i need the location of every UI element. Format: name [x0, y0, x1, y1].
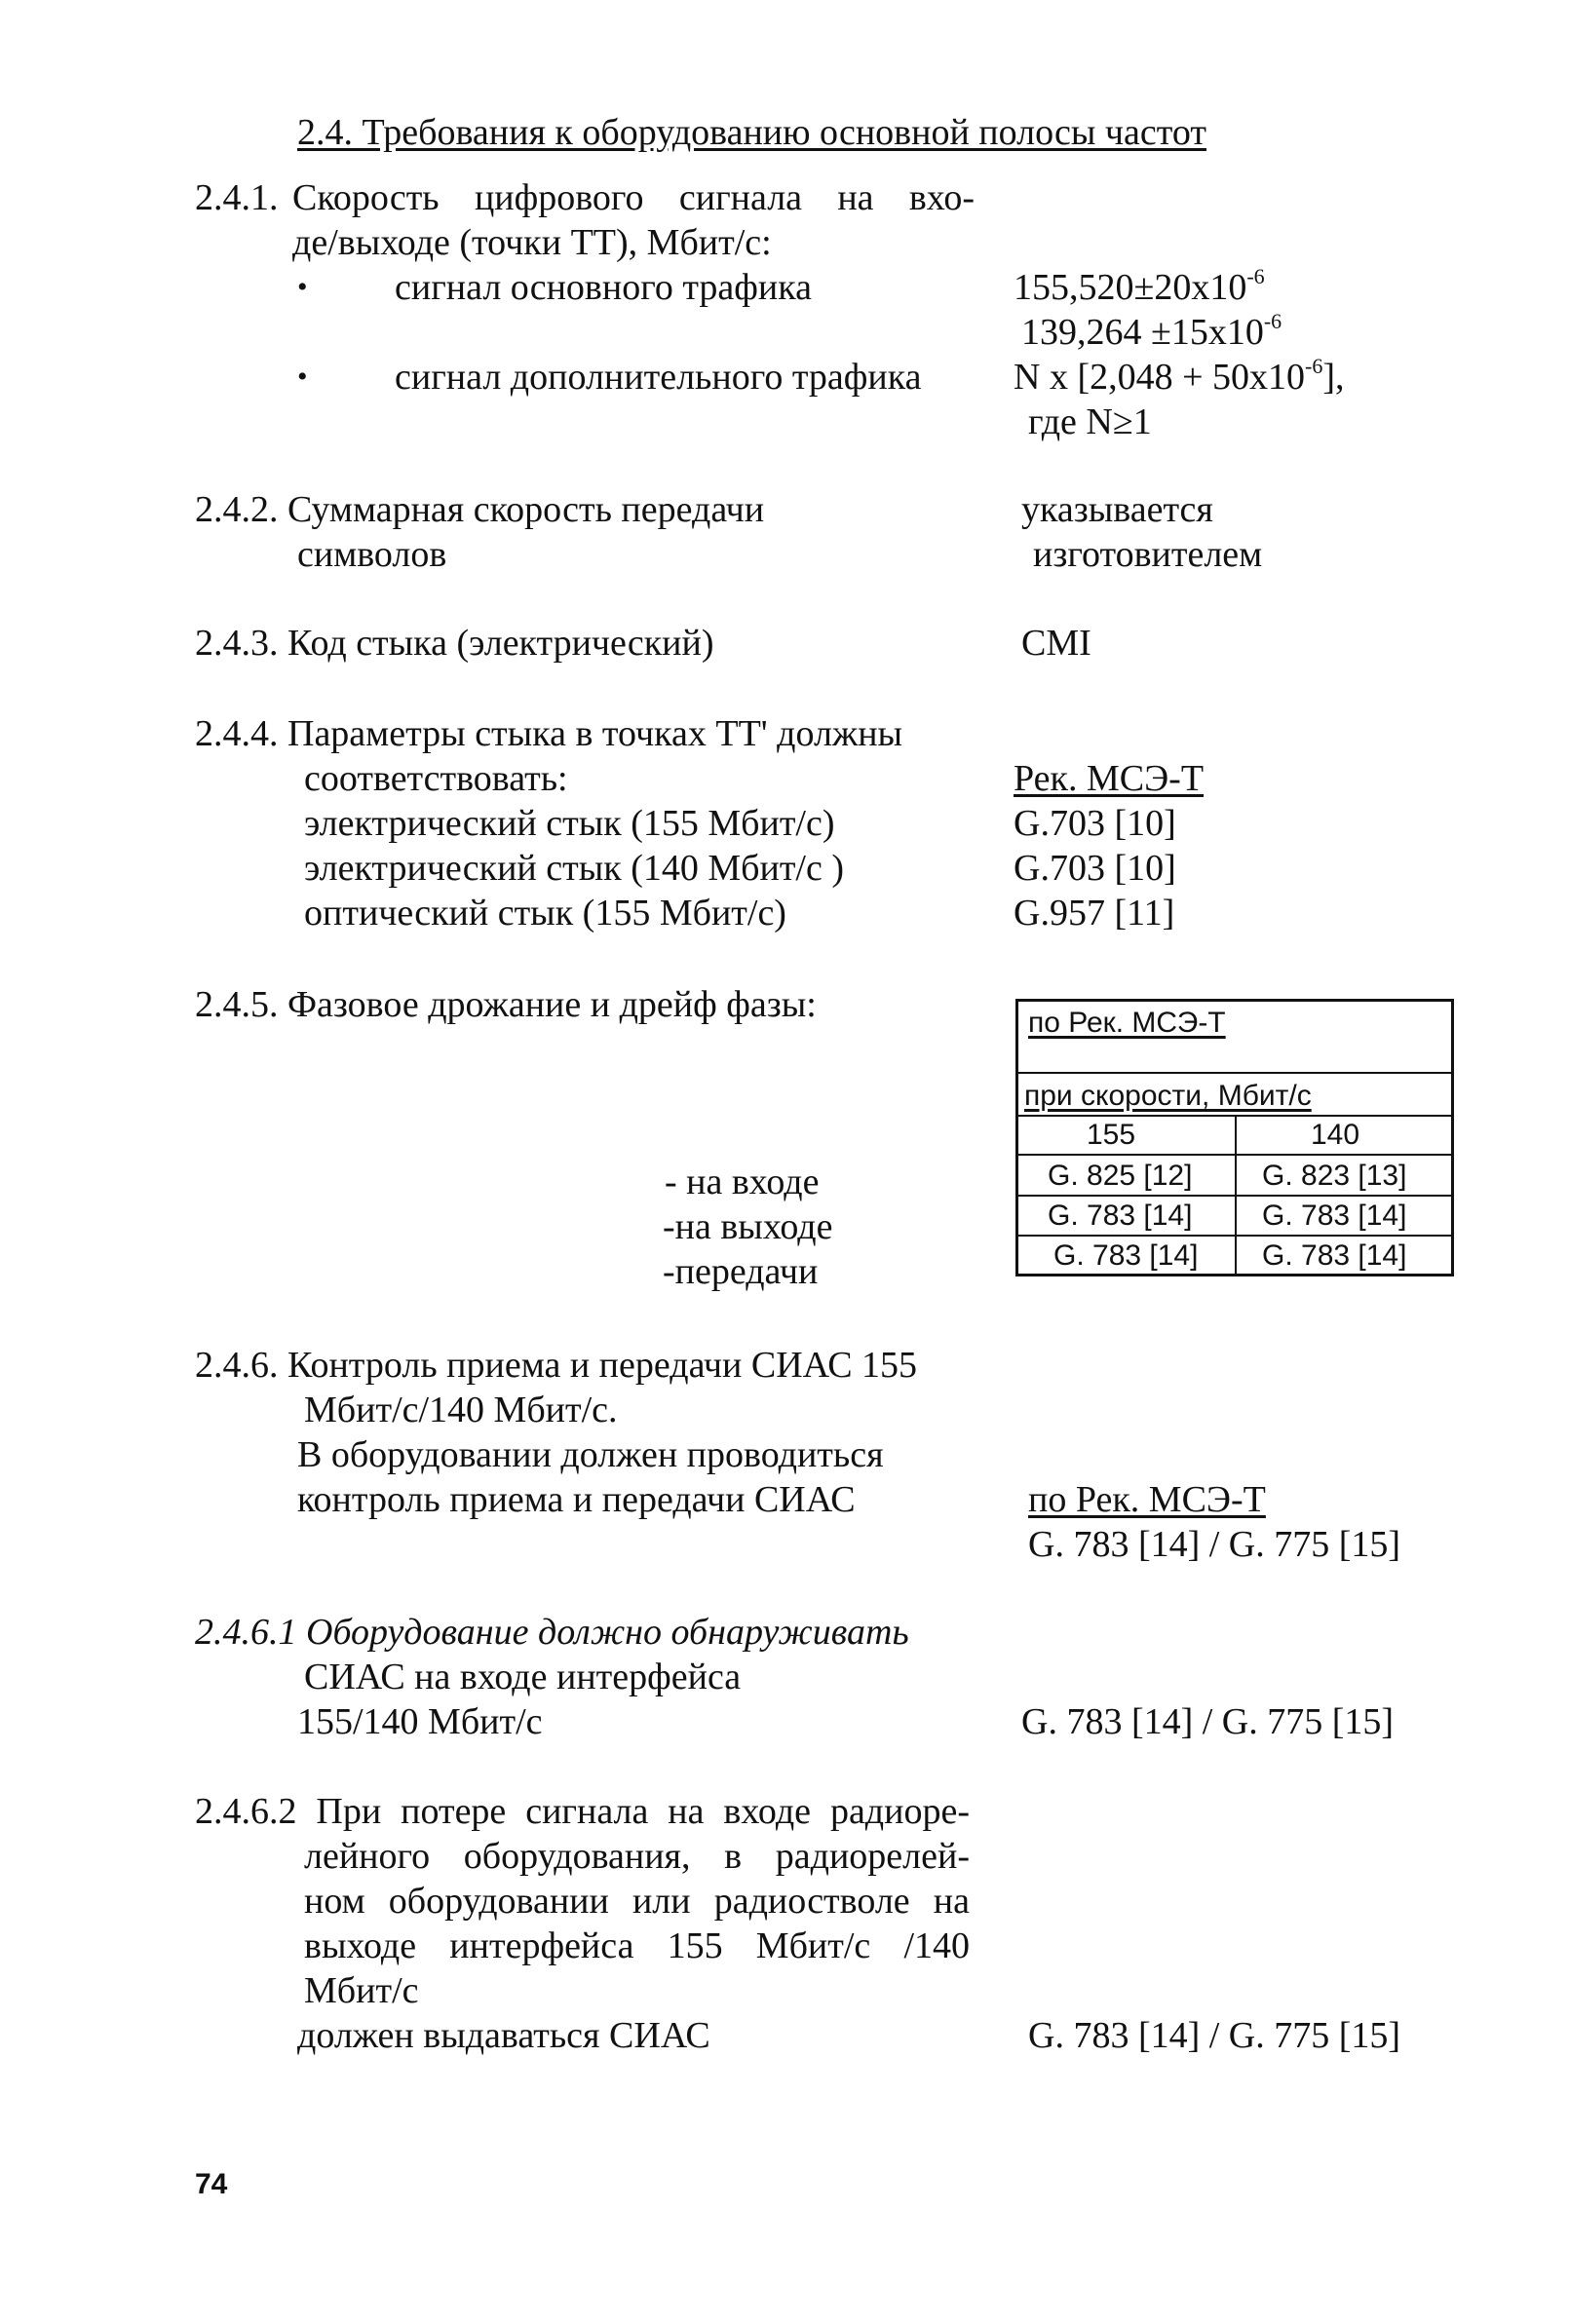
s2462-line4: выходе интерфейса 155 Мбит/с /140: [304, 1925, 970, 1966]
s242-value2: изготовителем: [1033, 534, 1263, 575]
s245-text: 2.4.5. Фазовое дрожание и дрейф фазы:: [195, 984, 817, 1025]
s2462-line2: лейного оборудования, в радиорелей-: [304, 1836, 970, 1877]
s245-row2: -на выходе: [663, 1206, 833, 1247]
table-title: по Рек. МСЭ-Т: [1028, 1007, 1226, 1039]
table-rule: [1018, 1072, 1451, 1074]
s244-line1: 2.4.4. Параметры стыка в точках ТТ' должны: [195, 713, 903, 754]
s242-line2: символов: [297, 534, 447, 575]
s246-value1: по Рек. МСЭ-Т: [1028, 1479, 1266, 1520]
s2461-line2: СИАС на входе интерфейса: [304, 1657, 742, 1697]
s242-value1: указывается: [1021, 489, 1213, 530]
s241-number: 2.4.1.: [195, 177, 279, 218]
section-heading: 2.4. Требования к оборудованию основной полосы частот: [297, 112, 1206, 153]
s241-value2b: где N≥1: [1028, 401, 1152, 442]
bullet-1: •: [297, 271, 308, 303]
s242-line1: 2.4.2. Суммарная скорость передачи: [195, 489, 765, 530]
s2462-line6: должен выдаваться СИАС: [297, 2015, 710, 2056]
s244-value4: G.957 [11]: [1014, 893, 1175, 933]
table-cell: G. 783 [14]: [1053, 1239, 1199, 1272]
s2462-value: G. 783 [14] / G. 775 [15]: [1028, 2015, 1401, 2056]
s241-value1b: $139,264 \pm 15x10^{-6}$: [1021, 309, 1282, 353]
s246-line3: В оборудовании должен проводиться: [297, 1434, 884, 1475]
s245-row1: - на входе: [665, 1162, 820, 1202]
s244-line5: оптический стык (155 Мбит/с): [304, 893, 786, 933]
s2462-line1: 2.4.6.2 При потере сигнала на входе радиоре-: [195, 1791, 970, 1832]
s246-value2: G. 783 [14] / G. 775 [15]: [1028, 1524, 1401, 1565]
s2462-line5: Мбит/с: [304, 1970, 419, 2011]
s244-value3: G.703 [10]: [1014, 848, 1176, 889]
jitter-table: [1015, 999, 1454, 1276]
s241-line2: де/выходе (точки ТТ), Мбит/с:: [292, 222, 772, 263]
s2461-value: G. 783 [14] / G. 775 [15]: [1021, 1701, 1395, 1742]
s2461-line3: 155/140 Мбит/с: [297, 1701, 543, 1742]
s243-text: 2.4.3. Код стыка (электрический): [195, 623, 714, 664]
s241-value1a: $155,520\pm 20x10^{-6}$: [1014, 264, 1265, 308]
table-cell: G. 823 [13]: [1262, 1160, 1407, 1192]
table-subtitle: при скорости, Мбит/с: [1024, 1080, 1312, 1112]
table-col-155: 155: [1087, 1119, 1136, 1151]
table-cell: G. 783 [14]: [1262, 1200, 1407, 1232]
s246-line2: Мбит/с/140 Мбит/с.: [304, 1390, 618, 1430]
s241-item2: сигнал дополнительного трафика: [395, 357, 922, 398]
table-cell: G. 783 [14]: [1048, 1200, 1193, 1232]
table-rule: [1018, 1235, 1451, 1237]
s243-value: CMI: [1021, 623, 1091, 664]
s245-row3: -передачи: [663, 1251, 819, 1292]
s244-line4: электрический стык (140 Мбит/с ): [304, 848, 845, 889]
table-rule: [1018, 1154, 1451, 1156]
s244-value2: G.703 [10]: [1014, 803, 1176, 844]
s241-line1: Скорость цифрового сигнала на вхо-: [292, 177, 975, 218]
table-rule: [1018, 1195, 1451, 1197]
s241-value2a: N x $[2,048 + 50x10^{-6}]$,: [1014, 354, 1345, 398]
s2462-line3: ном оборудовании или радиостволе на: [304, 1881, 970, 1922]
bullet-2: •: [297, 361, 308, 393]
s244-value1: Рек. МСЭ-Т: [1014, 758, 1205, 799]
page-number: 74: [195, 2168, 228, 2200]
s244-line2: соответствовать:: [304, 758, 568, 799]
s246-line1: 2.4.6. Контроль приема и передачи СИАС 155: [195, 1345, 918, 1386]
s241-item1: сигнал основного трафика: [395, 267, 813, 308]
s2461-line1: 2.4.6.1 Оборудование должно обнаруживать: [195, 1612, 909, 1653]
s244-line3: электрический стык (155 Мбит/с): [304, 803, 835, 844]
table-cell: G. 825 [12]: [1048, 1160, 1193, 1192]
table-cell: G. 783 [14]: [1262, 1239, 1407, 1272]
s246-line4: контроль приема и передачи СИАС: [297, 1479, 856, 1520]
table-col-140: 140: [1311, 1119, 1360, 1151]
